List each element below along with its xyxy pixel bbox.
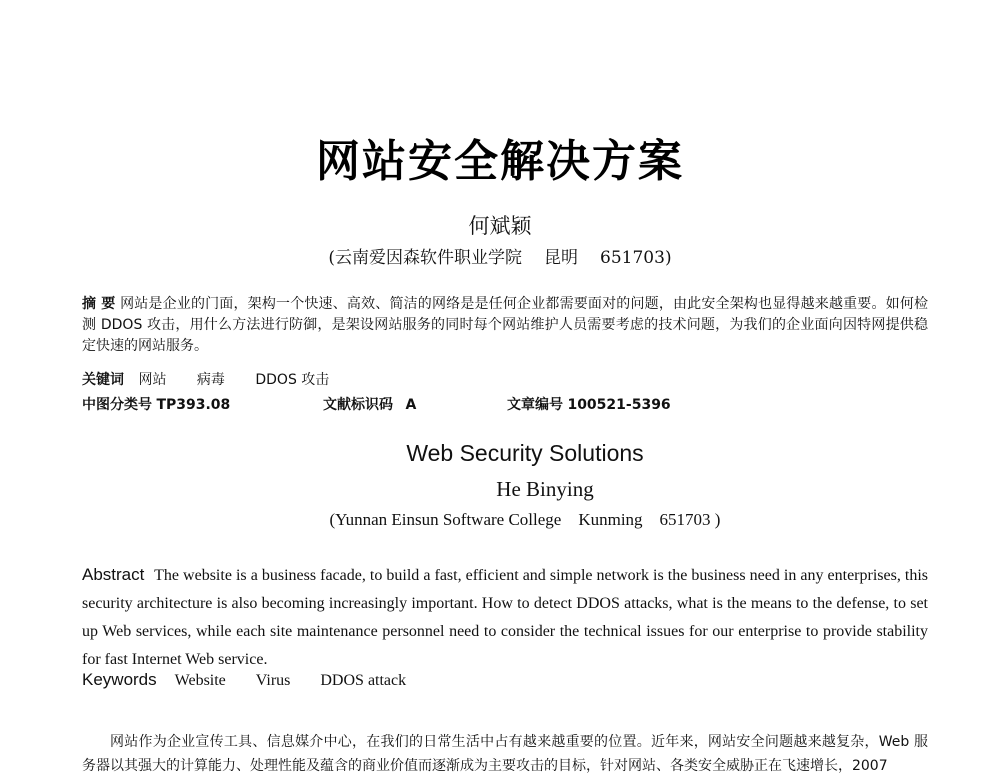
keyword-cn: 病毒	[196, 372, 225, 388]
abstract-label-en: Abstract	[82, 565, 145, 584]
article-number-label: 文章编号	[507, 397, 563, 413]
article-number	[507, 394, 671, 414]
abstract-en	[82, 561, 928, 674]
keyword-en: DDOS attack	[320, 672, 407, 689]
keyword-en: Virus	[255, 672, 291, 689]
affiliation-city-cn: 昆明	[544, 248, 579, 268]
affiliation-postcode-cn: 651703	[600, 248, 665, 268]
body-paragraph: 网站作为企业宣传工具、信息媒介中心，在我们的日常生活中占有越来越重要的位置。近年来，网站安全问题越来越复杂，Web 服务器以其强大的计算能力、处理性能及蕴含的商业价值而逐渐成为主要攻击的目标，针对网站、各类安全威胁正在飞速增长，2007	[82, 734, 928, 774]
keywords-en	[82, 670, 928, 690]
article-number-value: 100521-5396	[567, 397, 671, 413]
affiliation-close-paren: )	[664, 248, 672, 268]
author-name-cn: 何斌颖	[468, 214, 532, 238]
clc-label: 中图分类号	[82, 397, 152, 413]
document-code-label: 文献标识码	[323, 397, 393, 413]
affiliation-institution-cn: 云南爱因森软件职业学院	[335, 248, 523, 268]
keywords-cn	[82, 369, 928, 389]
keyword-en: Website	[174, 672, 226, 689]
keyword-cn: 网站	[138, 372, 167, 388]
keywords-label-en: Keywords	[82, 670, 157, 689]
author-name-en: He Binying	[496, 477, 594, 501]
paper-title-cn: 网站安全解决方案	[316, 136, 684, 187]
affiliation-cn	[0, 243, 1000, 268]
abstract-text-cn: 网站是企业的门面，架构一个快速、高效、简洁的网络是是任何企业都需要面对的问题，由此安全架构也显得越来越重要。如何检测 DDOS 攻击，用什么方法进行防御，是架设网站服务的同时每个网站维护人员需要考虑的技术问题，为我们的企业面向因特网提供稳定快速的网站服务。	[82, 296, 929, 354]
abstract-label-cn: 摘 要	[82, 296, 116, 312]
clc-value: TP393.08	[156, 397, 231, 413]
document-code	[323, 394, 416, 414]
keywords-label-cn: 关键词	[82, 372, 124, 388]
abstract-cn	[82, 294, 928, 357]
keyword-cn: DDOS 攻击	[255, 372, 330, 388]
affiliation-en: (Yunnan Einsun Software College Kunming 651703 )	[329, 510, 721, 529]
affiliation-open-paren: (	[328, 248, 336, 268]
paper-title-en: Web Security Solutions	[406, 440, 644, 466]
document-code-value: A	[405, 397, 417, 413]
clc-number	[82, 394, 230, 414]
abstract-text-en: The website is a business facade, to build a fast, efficient and simple network is the business need in any enterprises, this security architecture is also becoming increasingly important. How to detect DDOS attacks, what is the means to the defense, to set up Web services, while each site maintenance personnel need to consider the technical issues for our enterprise to provide stability for fast Internet Web service.	[82, 567, 928, 668]
